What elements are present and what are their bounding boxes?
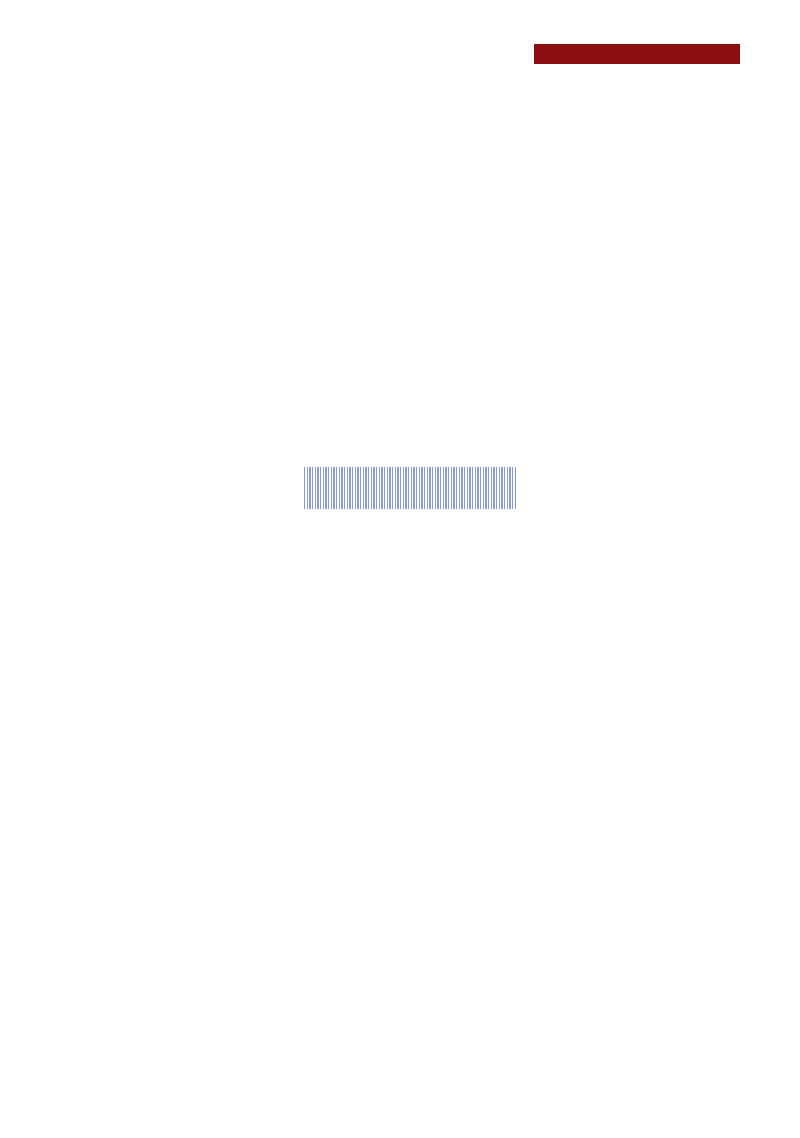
- header-red-bar: [534, 44, 740, 64]
- audio-barcode-image[interactable]: [304, 467, 516, 509]
- footer-pixel-decoration: [708, 1062, 800, 1138]
